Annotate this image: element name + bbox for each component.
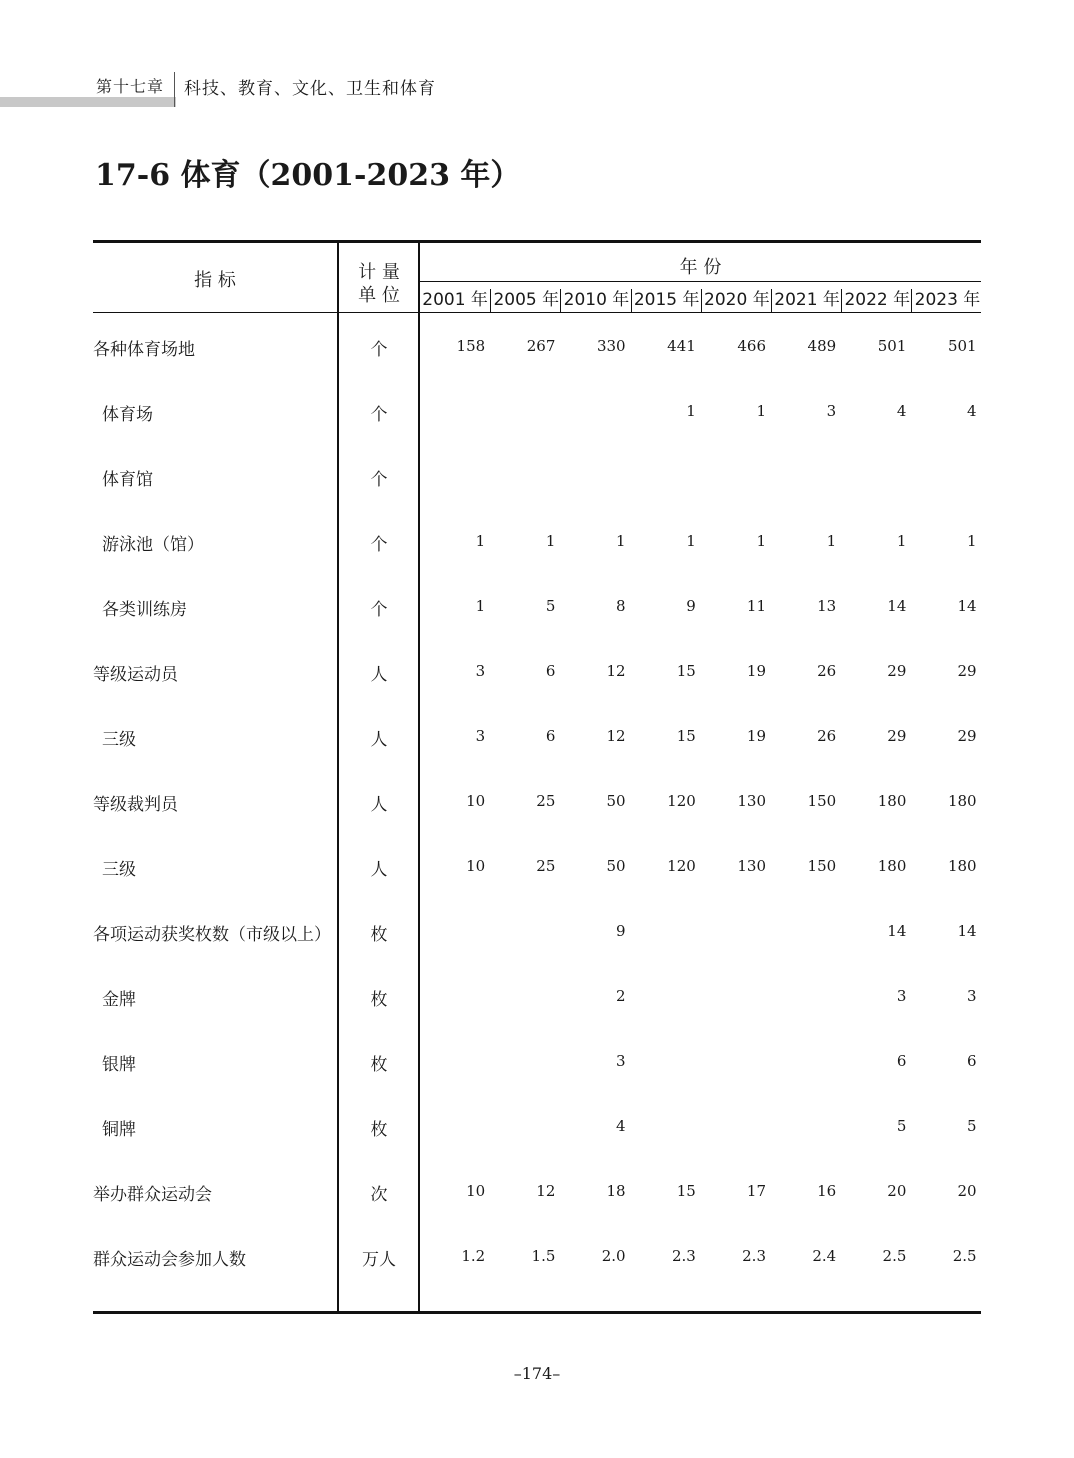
row-value: 441 (667, 337, 696, 355)
row-value: 12 (606, 662, 626, 680)
year-header: 2023 年 (911, 289, 982, 313)
row-value: 2 (616, 987, 626, 1005)
table-top-rule (93, 240, 981, 243)
row-value: 1 (756, 402, 766, 420)
table-row (0, 1115, 1074, 1145)
row-value: 150 (807, 792, 837, 810)
row-value: 330 (596, 337, 626, 355)
row-value: 130 (737, 792, 766, 810)
table-row (0, 530, 1074, 560)
row-value: 180 (877, 792, 907, 810)
row-value: 3 (826, 402, 837, 420)
row-value: 11 (746, 597, 766, 615)
year-header: 2021 年 (771, 289, 842, 313)
row-value: 4 (896, 402, 907, 420)
row-unit: 个 (370, 340, 388, 360)
col-header-indicator: 指 标 (194, 270, 236, 291)
row-unit: 枚 (370, 990, 388, 1010)
row-value: 12 (606, 727, 626, 745)
row-value: 25 (536, 857, 556, 875)
table-row (0, 790, 1074, 820)
row-label: 等级运动员 (93, 665, 178, 685)
year-header: 2015 年 (631, 289, 702, 313)
row-label: 各类训练房 (102, 600, 187, 620)
row-label: 铜牌 (102, 1120, 136, 1140)
row-label: 各种体育场地 (93, 340, 195, 360)
row-value: 1 (686, 532, 696, 550)
row-label: 三级 (102, 860, 136, 880)
row-value: 130 (737, 857, 766, 875)
row-value: 120 (667, 792, 696, 810)
row-value: 26 (817, 727, 837, 745)
row-value: 5 (545, 597, 556, 615)
row-value: 6 (545, 727, 556, 745)
chapter-title: 科技、教育、文化、卫生和体育 (184, 79, 436, 99)
row-value: 4 (967, 402, 977, 420)
row-value: 29 (957, 727, 977, 745)
row-value: 14 (957, 922, 977, 940)
row-value: 50 (606, 792, 626, 810)
row-unit: 人 (370, 730, 388, 750)
row-value: 1 (896, 532, 907, 550)
table-row (0, 465, 1074, 495)
row-value: 2.3 (671, 1247, 696, 1265)
row-unit: 枚 (370, 1120, 388, 1140)
row-value: 26 (817, 662, 837, 680)
row-unit: 枚 (370, 1055, 388, 1075)
year-header: 2010 年 (560, 289, 631, 313)
row-value: 29 (887, 662, 907, 680)
header-bar (0, 97, 176, 107)
row-value: 3 (896, 987, 907, 1005)
row-value: 3 (475, 662, 486, 680)
row-unit: 个 (370, 600, 388, 620)
row-value: 10 (466, 1182, 486, 1200)
row-value: 501 (947, 337, 977, 355)
row-value: 15 (676, 1182, 696, 1200)
table-row (0, 595, 1074, 625)
row-value: 1 (967, 532, 977, 550)
row-label: 游泳池（馆） (102, 535, 204, 555)
row-value: 3 (967, 987, 977, 1005)
row-value: 25 (536, 792, 556, 810)
row-value: 489 (807, 337, 837, 355)
row-value: 3 (616, 1052, 626, 1070)
row-value: 1 (756, 532, 766, 550)
row-value: 15 (676, 662, 696, 680)
year-group-rule (420, 281, 981, 282)
table-row (0, 335, 1074, 365)
row-value: 5 (967, 1117, 977, 1135)
row-value: 158 (456, 337, 486, 355)
row-label: 银牌 (102, 1055, 136, 1075)
row-value: 10 (466, 857, 486, 875)
page-title: 17-6 体育（2001-2023 年） (95, 158, 521, 193)
page-number: –174– (513, 1364, 561, 1383)
year-header: 2022 年 (841, 289, 912, 313)
row-label: 金牌 (102, 990, 136, 1010)
row-unit: 人 (370, 860, 388, 880)
row-value: 1 (686, 402, 696, 420)
row-value: 19 (746, 727, 766, 745)
row-value: 5 (896, 1117, 907, 1135)
row-value: 466 (737, 337, 766, 355)
row-value: 6 (967, 1052, 977, 1070)
col-header-unit-line1: 计 量 (358, 262, 400, 283)
row-value: 1 (545, 532, 556, 550)
year-header: 2001 年 (422, 290, 488, 310)
row-unit: 个 (370, 405, 388, 425)
row-label: 群众运动会参加人数 (93, 1250, 246, 1270)
row-value: 2.5 (882, 1247, 907, 1265)
row-value: 8 (616, 597, 626, 615)
row-label: 体育场 (102, 405, 153, 425)
row-value: 1 (616, 532, 626, 550)
row-value: 3 (475, 727, 486, 745)
row-value: 16 (817, 1182, 837, 1200)
row-value: 20 (887, 1182, 907, 1200)
row-value: 29 (887, 727, 907, 745)
row-value: 1 (475, 597, 486, 615)
row-unit: 万人 (362, 1250, 396, 1270)
row-label: 等级裁判员 (93, 795, 178, 815)
table-bottom-rule (93, 1311, 981, 1314)
row-value: 1.2 (461, 1247, 486, 1265)
header-divider (174, 72, 175, 107)
row-value: 14 (887, 597, 907, 615)
chapter-label: 第十七章 (96, 77, 165, 96)
row-value: 180 (947, 857, 977, 875)
row-value: 1 (475, 532, 486, 550)
row-unit: 个 (370, 470, 388, 490)
row-label: 体育馆 (102, 470, 153, 490)
row-unit: 人 (370, 795, 388, 815)
table-row (0, 855, 1074, 885)
year-header: 2020 年 (701, 289, 772, 313)
row-value: 120 (667, 857, 696, 875)
table-row (0, 400, 1074, 430)
row-value: 6 (545, 662, 556, 680)
row-unit: 人 (370, 665, 388, 685)
row-value: 180 (877, 857, 907, 875)
row-value: 1 (826, 532, 837, 550)
table-row (0, 1050, 1074, 1080)
table-row (0, 1245, 1074, 1275)
row-value: 18 (606, 1182, 626, 1200)
col-header-unit-line2: 单 位 (358, 285, 400, 306)
year-header: 2005 年 (490, 289, 561, 313)
table-row (0, 1180, 1074, 1210)
row-value: 9 (616, 922, 626, 940)
row-unit: 枚 (370, 925, 388, 945)
table-row (0, 660, 1074, 690)
row-value: 501 (877, 337, 907, 355)
row-value: 12 (536, 1182, 556, 1200)
row-value: 150 (807, 857, 837, 875)
row-value: 50 (606, 857, 626, 875)
row-value: 2.4 (812, 1247, 837, 1265)
row-value: 1.5 (531, 1247, 556, 1265)
col-header-year-group: 年 份 (679, 257, 722, 278)
row-value: 4 (616, 1117, 626, 1135)
row-value: 17 (746, 1182, 766, 1200)
row-value: 14 (957, 597, 977, 615)
table-row (0, 920, 1074, 950)
row-label: 各项运动获奖枚数（市级以上） (93, 925, 331, 945)
row-value: 2.0 (601, 1247, 626, 1265)
row-value: 29 (957, 662, 977, 680)
table-row (0, 985, 1074, 1015)
row-value: 2.3 (742, 1247, 766, 1265)
row-unit: 个 (370, 535, 388, 555)
row-value: 6 (896, 1052, 907, 1070)
row-value: 9 (686, 597, 696, 615)
row-label: 举办群众运动会 (93, 1185, 212, 1205)
table-row (0, 725, 1074, 755)
row-value: 267 (526, 337, 556, 355)
row-value: 15 (676, 727, 696, 745)
row-value: 14 (887, 922, 907, 940)
row-value: 19 (746, 662, 766, 680)
row-value: 2.5 (952, 1247, 977, 1265)
row-value: 13 (817, 597, 837, 615)
row-label: 三级 (102, 730, 136, 750)
row-value: 20 (957, 1182, 977, 1200)
row-value: 10 (466, 792, 486, 810)
row-value: 180 (947, 792, 977, 810)
row-unit: 次 (370, 1185, 388, 1205)
